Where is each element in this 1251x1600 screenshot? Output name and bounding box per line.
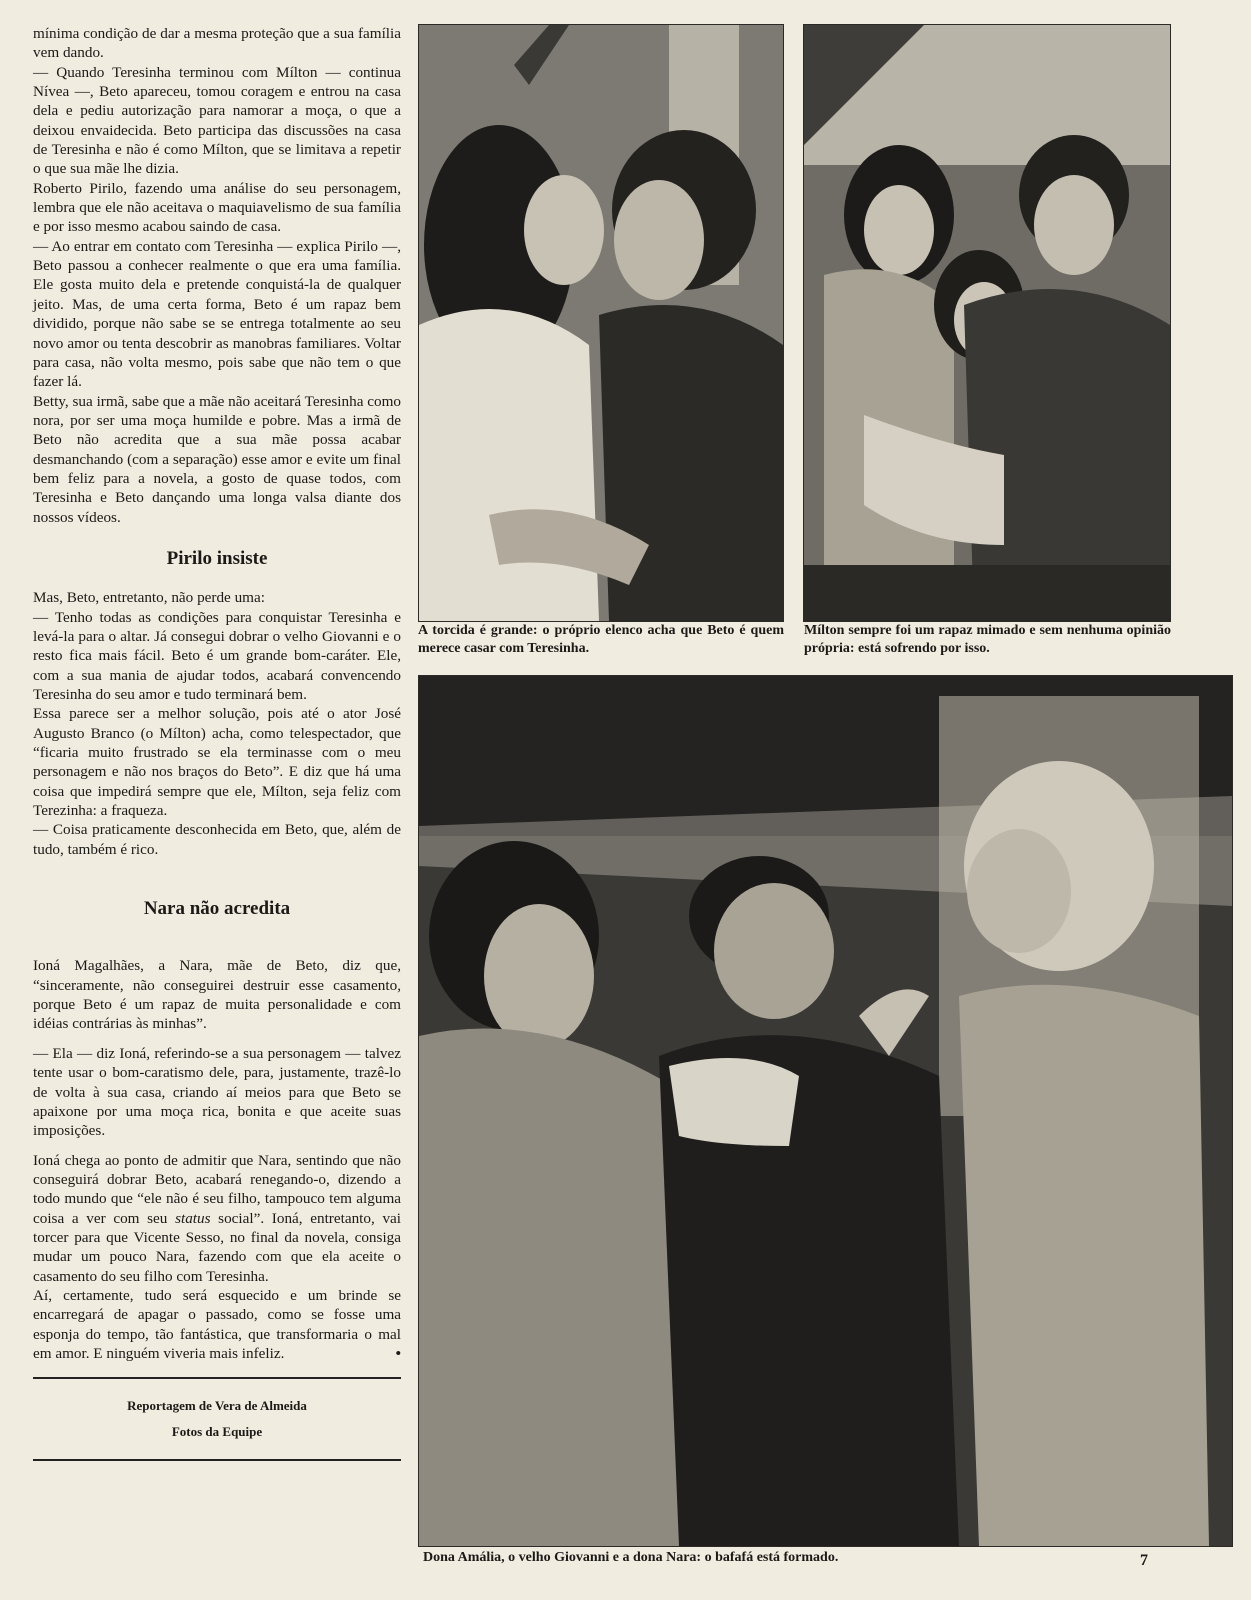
article-emphasis: status	[175, 1209, 211, 1227]
article-text: Aí, certamente, tudo será esquecido e um brinde se encarregará de apagar o passado, como se fosse uma esponja do tempo, tão fantástica, que transformaria o mal em amor. E ninguém viveria mais infeliz.	[33, 1286, 401, 1362]
credit-report: Reportagem de Vera de Almeida	[127, 1398, 307, 1414]
article-paragraph	[33, 1286, 401, 1363]
photo-caption: Mílton sempre foi um rapaz mimado e sem nenhuma opinião própria: está sofrendo por isso.	[804, 623, 1171, 656]
article-paragraph: Roberto Pirilo, fazendo uma análise do seu personagem, lembra que ele não aceitava o maquiavelismo de sua família e por isso mesmo acabou saindo de casa.	[33, 179, 401, 236]
photo-couple-graphic	[419, 25, 783, 621]
divider	[33, 1377, 401, 1379]
section-heading: Pirilo insiste	[166, 547, 268, 569]
photo-trio-graphic	[804, 25, 1170, 621]
article-paragraph: mínima condição de dar a mesma proteção que a sua família vem dando.	[33, 25, 401, 62]
section-heading: Nara não acredita	[143, 898, 291, 920]
photo-caption: Dona Amália, o velho Giovanni e a dona Nara: o bafafá está formado.	[423, 1550, 839, 1565]
article-paragraph: — Ela — diz Ioná, referindo-se a sua personagem — talvez tente usar o bom-caratismo dele, para, justamente, trazê-lo de volta à sua casa, criando aí meios para que Beto se apaixone por uma moça rica, bonita e que aceite suas imposições.	[33, 1044, 401, 1140]
page-number: 7	[1140, 1552, 1148, 1569]
article-column	[33, 24, 401, 1475]
photo-couple	[418, 24, 784, 622]
photo-caption: A torcida é grande: o próprio elenco acha que Beto é quem merece casar com Teresinha.	[418, 623, 784, 656]
article-text: Ioná chega ao ponto de admitir que Nara, sentindo que não conseguirá dobrar Beto, acabará renegando-o, dizendo a todo mundo que “ele não é seu filho, tampouco tem alguma coisa a ver com seu	[33, 1151, 401, 1227]
article-paragraph: Ioná Magalhães, a Nara, mãe de Beto, diz que, “sinceramente, não conseguirei destruir esse casamento, porque Beto é um rapaz de muita personalidade e com idéias contrárias às minhas”.	[33, 957, 401, 1033]
end-mark: •	[395, 1344, 401, 1362]
photo-trio	[803, 24, 1171, 622]
article-paragraph	[33, 1151, 401, 1286]
credit-photos: Fotos da Equipe	[171, 1424, 263, 1440]
article-paragraph: — Quando Teresinha terminou com Mílton — continua Nívea —, Beto apareceu, tomou coragem e entrou na casa dela e pediu autorização para namorar a moça, o que a deixou envaidecida. Beto participa das discussões na casa de Teresinha e não é como Mílton, que se limitava a repetir o que sua mãe lhe dizia.	[33, 63, 401, 178]
article-paragraph: — Tenho todas as condições para conquistar Teresinha e levá-la para o altar. Já consegui dobrar o velho Giovanni e o resto fica mais fácil. Beto é um grande bom-caráter. Ele, com a sua mania de ajudar todos, acabará convencendo Teresinha do seu amor e tudo terminará bem.	[33, 608, 401, 703]
article-paragraph: Essa parece ser a melhor solução, pois até o ator José Augusto Branco (o Mílton) acha, como telespectador, que “ficaria muito frustrado se ela terminasse com o meu personagem e não nos braços do Beto”. E diz que há uma coisa que impedirá sempre que ele, Mílton, seja feliz com Terezinha: a fraqueza.	[33, 705, 401, 820]
divider	[33, 1459, 401, 1461]
article-paragraph: — Coisa praticamente desconhecida em Beto, que, além de tudo, também é rico.	[33, 821, 401, 858]
article-paragraph: — Ao entrar em contato com Teresinha — explica Pirilo —, Beto passou a conhecer realmente o que era uma família. Ele gosta muito dela e pretende conquistá-la de qualquer jeito. Mas, de uma certa forma, Beto é um rapaz bem dividido, porque não sabe se se entrega totalmente ao seu novo amor ou tenta descobrir as manobras familiares. Voltar para casa, não volta mesmo, pois sabe que não tem o que fazer lá.	[33, 237, 401, 391]
article-text: social”. Ioná, entretanto, vai torcer para que Vicente Sesso, no final da novela, consiga mudar um pouco Nara, fazendo com que ela aceite o casamento do seu filho com Teresinha.	[33, 1209, 401, 1285]
article-paragraph: Mas, Beto, entretanto, não perde uma:	[33, 589, 265, 607]
article-paragraph: Betty, sua irmã, sabe que a mãe não aceitará Teresinha como nora, por ser uma moça humilde e pobre. Mas a irmã de Beto não acredita que a sua mãe possa acabar desmanchando (com a separação) esse amor e evite um final bem feliz para a novela, a gosto de quase todos, com Teresinha e Beto dançando uma longa valsa diante dos nossos vídeos.	[33, 392, 401, 526]
photo-argument-graphic	[419, 676, 1232, 1546]
photo-argument	[418, 675, 1233, 1547]
